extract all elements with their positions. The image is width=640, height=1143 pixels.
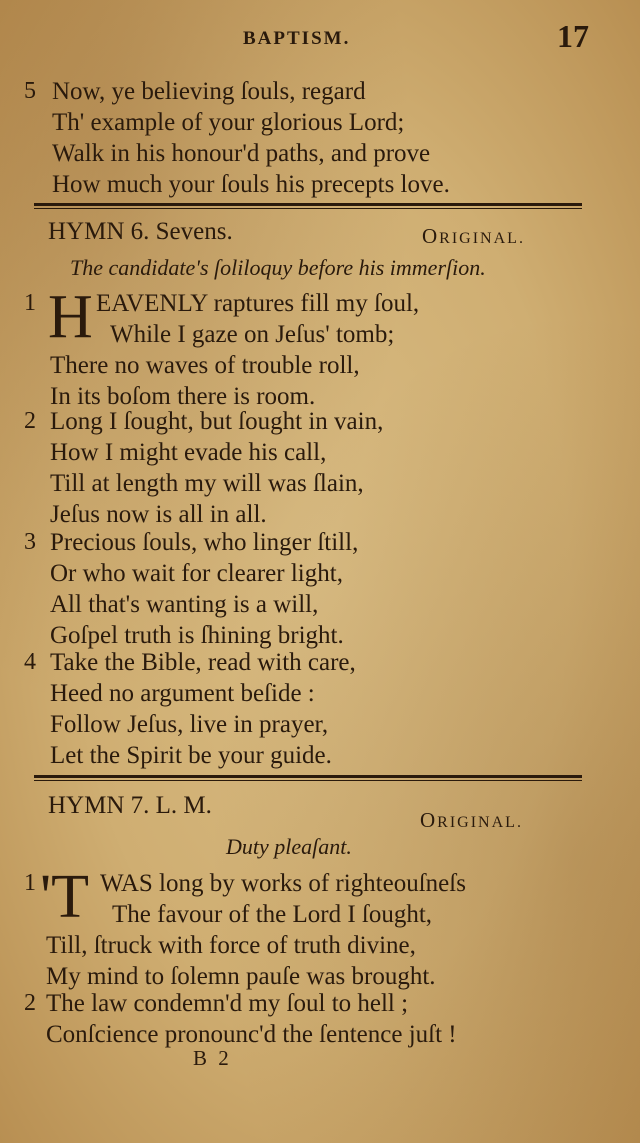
verse-line: The favour of the Lord I ſought,: [112, 901, 433, 928]
verse-line: My mind to ſolemn pauſe was brought.: [46, 963, 436, 990]
running-title: BAPTISM.: [243, 28, 351, 49]
verse-line: Or who wait for clearer light,: [50, 560, 343, 587]
verse-line: 1 'T WAS long by works of righteouſneſs: [24, 863, 466, 931]
verse-line: 2 The law condemn'd my ſoul to hell ;: [24, 990, 409, 1017]
page-header: [0, 18, 640, 58]
verse-line: There no waves of trouble roll,: [50, 352, 360, 379]
hymn6-source: ORIGINAL.: [422, 224, 525, 248]
hymn6-title: HYMN 6. Sevens.: [48, 218, 233, 245]
verse-line: How much your ſouls his precepts love.: [52, 171, 450, 198]
section-rule-thin: [34, 780, 582, 781]
verse-line: Heed no argument beſide :: [50, 680, 315, 707]
verse-line: 2 Long I ſought, but ſought in vain,: [24, 408, 384, 435]
verse-line: Walk in his honour'd paths, and prove: [52, 140, 431, 167]
verse-number: 1: [24, 290, 36, 316]
verse-number: 5: [24, 78, 36, 104]
section-rule: [34, 775, 582, 778]
verse-line: All that's wanting is a will,: [50, 591, 319, 618]
hymn6-verse-4: [0, 647, 620, 771]
hymn6-verse-2: [0, 406, 620, 530]
verse-line: 1 H EAVENLY raptures fill my ſoul,: [24, 283, 420, 351]
hymn7-source: ORIGINAL.: [420, 808, 523, 832]
verse-number: 1: [24, 870, 36, 896]
verse-line: Conſcience pronounc'd the ſentence juſt !: [46, 1021, 457, 1048]
drop-cap: H: [48, 283, 93, 351]
hymn7-verse-1: [0, 863, 620, 992]
verse-line: Th' example of your glorious Lord;: [52, 109, 405, 136]
hymn6-verse-3: [0, 527, 620, 651]
hymn5-verse-5: [0, 76, 620, 200]
verse-line: 4 Take the Bible, read with care,: [24, 649, 356, 676]
verse-line: Follow Jeſus, live in prayer,: [50, 711, 329, 738]
section-rule-thin: [34, 208, 582, 209]
verse-line: 3 Precious ſouls, who linger ſtill,: [24, 529, 359, 556]
hymn6-subtitle: The candidate's ſoliloquy before his immerſion.: [70, 255, 486, 280]
verse-line: Till, ſtruck with force of truth divine,: [46, 932, 416, 959]
verse-line: Let the Spirit be your guide.: [50, 742, 332, 769]
verse-line: Goſpel truth is ſhining bright.: [50, 622, 344, 649]
hymn7-verse-2: [0, 988, 620, 1050]
verse-line: In its boſom there is room.: [50, 383, 316, 410]
section-rule: [34, 203, 582, 206]
page-number: 17: [557, 18, 589, 54]
hymn6-verse-1: [0, 283, 620, 412]
drop-cap: 'T: [40, 863, 90, 931]
verse-number: 3: [24, 529, 36, 555]
signature-mark: B 2: [193, 1046, 232, 1070]
verse-line: Till at length my will was ſlain,: [50, 470, 364, 497]
hymn7-title: HYMN 7. L. M.: [48, 792, 212, 819]
verse-line: 5 Now, ye believing ſouls, regard: [24, 78, 366, 105]
verse-number: 2: [24, 990, 36, 1016]
verse-line: While I gaze on Jeſus' tomb;: [110, 321, 395, 348]
verse-number: 2: [24, 408, 36, 434]
verse-number: 4: [24, 649, 36, 675]
verse-line: Jeſus now is all in all.: [50, 501, 267, 528]
verse-line: How I might evade his call,: [50, 439, 327, 466]
hymn7-subtitle: Duty pleaſant.: [226, 834, 352, 859]
